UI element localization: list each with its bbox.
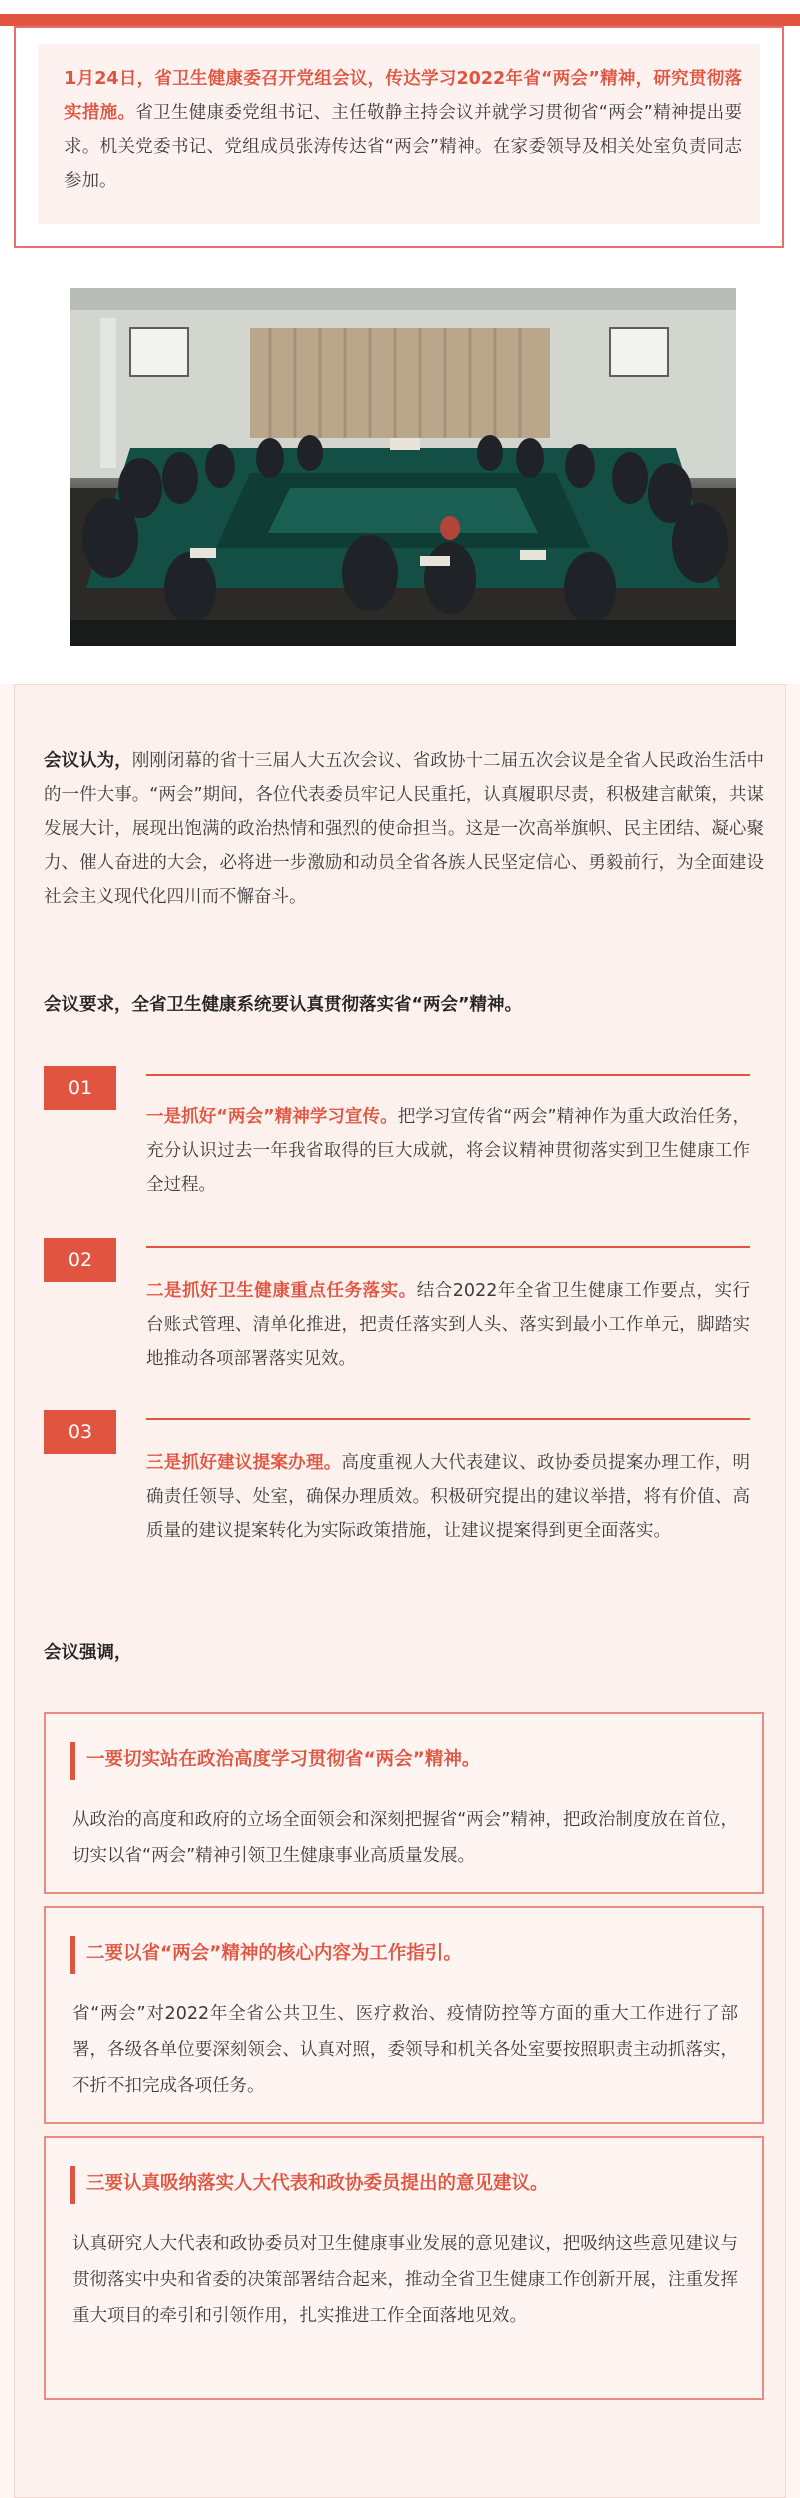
requirement-divider	[146, 1418, 750, 1420]
emphasis-heading: 会议强调，	[44, 1643, 132, 1663]
requirement-text: 把学习宣传省“两会”精神作为重大政治任务，充分认识过去一年我省取得的巨大成就，将会议精神贯彻落实到卫生健康工作全过程。	[146, 1107, 750, 1195]
emphasis-title: 三要认真吸纳落实人大代表和政协委员提出的意见建议。	[86, 2173, 549, 2194]
emphasis-text: 认真研究人大代表和政协委员对卫生健康事业发展的意见建议，把吸纳这些意见建议与贯彻落实中央和省委的决策部署结合起来，推动全省卫生健康工作创新开展，注重发挥重大项目的牵引和引领作用，扎实推进工作全面落地见效。	[72, 2234, 738, 2326]
meeting-photo-illustration	[70, 288, 736, 646]
consensus-text: 刚刚闭幕的省十三届人大五次会议、省政协十二届五次会议是全省人民政治生活中的一件大事。“两会”期间，各位代表委员牢记人民重托，认真履职尽责，积极建言献策，共谋发展大计，展现出饱满的政治热情和强烈的使命担当。这是一次高举旗帜、民主团结、凝心聚力、催人奋进的大会，必将进一步激励和动员全省各族人民坚定信心、勇毅前行，为全面建设社会主义现代化四川而不懈奋斗。	[44, 751, 764, 907]
requirement-lead: 一是抓好“两会”精神学习宣传。	[146, 1107, 398, 1127]
requirement-item	[146, 1274, 750, 1376]
emphasis-text: 省“两会”对2022年全省公共卫生、医疗救治、疫情防控等方面的重大工作进行了部署，各级各单位要深刻领会、认真对照，委领导和机关各处室要按照职责主动抓落实，不折不扣完成各项任务。	[72, 2004, 738, 2096]
emphasis-box	[44, 1906, 764, 2124]
requirement-text: 高度重视人大代表建议、政协委员提案办理工作，明确责任领导、处室，确保办理质效。积极研究提出的建议举措，将有价值、高质量的建议提案转化为实际政策措施，让建议提案得到更全面落实。	[146, 1453, 750, 1541]
emphasis-text: 从政治的高度和政府的立场全面领会和深刻把握省“两会”精神，把政治制度放在首位，切实以省“两会”精神引领卫生健康事业高质量发展。	[72, 1810, 738, 1866]
emphasis-marker	[70, 2166, 75, 2204]
requirement-lead: 二是抓好卫生健康重点任务落实。	[146, 1281, 417, 1301]
intro-box	[14, 26, 784, 248]
requirement-item	[146, 1100, 750, 1202]
requirement-lead: 三是抓好建议提案办理。	[146, 1453, 342, 1473]
requirement-number-badge: 01	[44, 1066, 116, 1110]
intro-text: 省卫生健康委党组书记、主任敬静主持会议并就学习贯彻省“两会”精神提出要求。机关党委书记、党组成员张涛传达省“两会”精神。在家委领导及相关处室负责同志参加。	[64, 103, 743, 191]
emphasis-marker	[70, 1936, 75, 1974]
requirement-divider	[146, 1074, 750, 1076]
top-accent-bar	[0, 14, 800, 26]
emphasis-box	[44, 2136, 764, 2400]
requirement-divider	[146, 1246, 750, 1248]
emphasis-marker	[70, 1742, 75, 1780]
requirement-item	[146, 1446, 750, 1548]
requirement-number-badge: 03	[44, 1410, 116, 1454]
emphasis-box	[44, 1712, 764, 1894]
section-consensus	[44, 744, 764, 914]
emphasis-title: 二要以省“两会”精神的核心内容为工作指引。	[86, 1943, 462, 1964]
requirements-heading: 会议要求，全省卫生健康系统要认真贯彻落实省“两会”精神。	[44, 995, 523, 1015]
emphasis-title: 一要切实站在政治高度学习贯彻省“两会”精神。	[86, 1749, 481, 1770]
intro-paragraph	[38, 44, 760, 224]
requirement-number-badge: 02	[44, 1238, 116, 1282]
consensus-lead: 会议认为，	[44, 751, 132, 771]
requirement-text: 结合2022年全省卫生健康工作要点，实行台账式管理、清单化推进，把责任落实到人头、落实到最小工作单元，脚踏实地推动各项部署落实见效。	[146, 1281, 750, 1369]
intro-lead: 1月24日，省卫生健康委召开党组会议，传达学习2022年省“两会”精神，研究贯彻落实措施。	[64, 69, 742, 123]
meeting-photo	[70, 288, 736, 646]
